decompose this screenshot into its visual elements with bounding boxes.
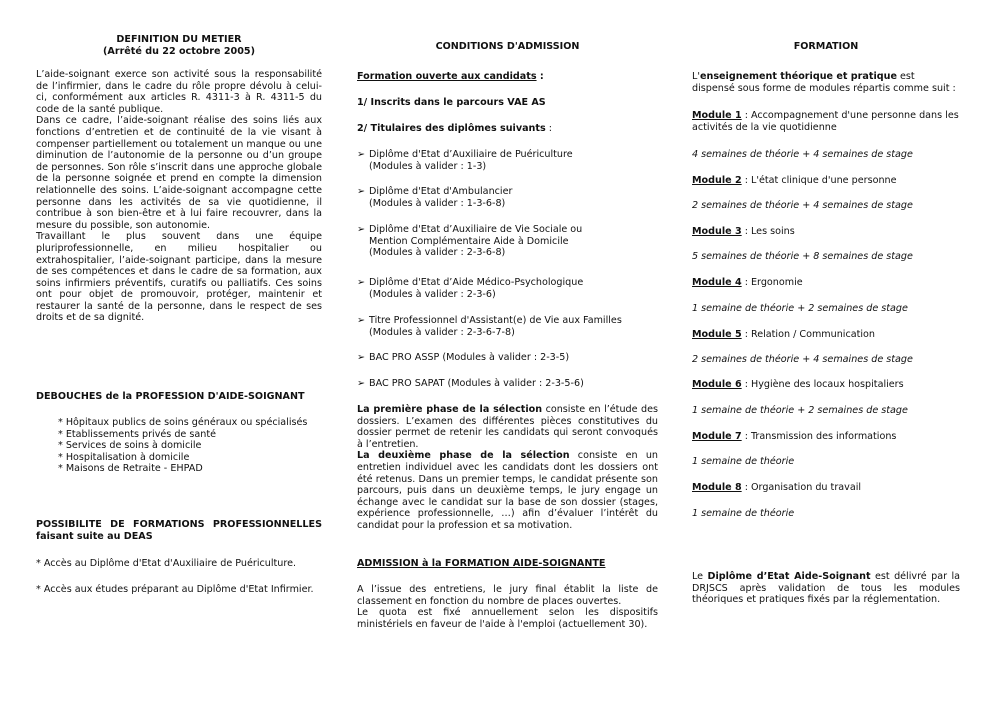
module-6-duration: 1 semaine de théorie + 2 semaines de stage [692,405,908,416]
module-label: Module 2 [692,175,742,186]
diplome-modules: (Modules à valider : 1-3-6-8) [369,197,506,209]
possibilites-heading: POSSIBILITE DE FORMATIONS PROFESSIONNELLES faisant suite au DEAS [36,519,322,542]
definition-text [36,69,322,324]
module-7-duration: 1 semaine de théorie [692,456,795,467]
formation-ouverte-colon: : [536,71,544,82]
list-item [357,149,658,172]
arrow-bullet-icon: ➢ [357,224,366,235]
module-1-duration: 4 semaines de théorie + 4 semaines de stage [692,149,913,160]
module-title: : Accompagnement d'une personne dans les activités de la vie quotidienne [692,110,959,133]
module-4 [692,277,960,289]
arrow-bullet-icon: ➢ [357,149,366,160]
final-prefix: Le [692,571,708,582]
phase-1-paragraph [357,404,658,450]
list-item: * Maisons de Retraite - EHPAD [58,463,203,475]
list-item [357,186,658,209]
definition-paragraph-1: L’aide-soignant exerce son activité sous la responsabilité de l’infirmier, dans le cadre du rôle propre dévolu à celui-ci, conformément aux articles R. 4311-3 à R. 4311-5 du code de la santé publique. [36,69,322,115]
list-item [357,277,658,300]
diplome-name: Diplôme d'Etat d’Auxiliaire de Puériculture [369,149,573,160]
formation-intro [692,71,960,94]
module-8 [692,482,960,494]
module-label: Module 6 [692,379,742,390]
module-title: : Organisation du travail [741,482,862,493]
module-title: : Hygiène des locaux hospitaliers [741,379,904,390]
possibilite-1: * Accès au Diplôme d'Etat d'Auxiliaire de Puériculture. [36,558,297,569]
condition-diplomes-label: 2/ Titulaires des diplômes suivants [357,123,546,134]
debouches-heading: DEBOUCHES de la PROFESSION D'AIDE-SOIGNANT [36,391,305,402]
definition-paragraph-3: Travaillant le plus souvent dans une équipe pluriprofessionnelle, en milieu hospitalier ou extrahospitalier, l’aide-soignant participe, dans la mesure de ses compétences et dans le cadre de sa formation, aux soins infirmiers préventifs, curatifs ou palliatifs. Ces soins ont pour objet de promouvoir, protéger, maintenir et restaurer la santé de la personne, dans le respect de ses droits et de sa dignité. [36,231,322,324]
module-label: Module 4 [692,277,742,288]
possibilite-2: * Accès aux études préparant au Diplôme d'Etat Infirmier. [36,584,314,595]
module-5-duration: 2 semaines de théorie + 4 semaines de stage [692,354,913,365]
list-item: * Services de soins à domicile [58,440,202,452]
module-3-duration: 5 semaines de théorie + 8 semaines de stage [692,251,913,262]
phase-2-text: consiste en un entretien individuel avec les candidats dont les dossiers ont été retenus. Dans un premier temps, le candidat présente son parcours, puis dans un deuxième temps, le jury engage un échange avec le candidat sur la base de son dossier (stages, expérience professionnelle, …) afin d’évaluer l’intérêt du candidat pour la profession et sa motivation. [357,450,659,531]
formation-ouverte-line [357,71,658,83]
module-label: Module 7 [692,431,742,442]
list-item [357,315,658,338]
phase-1-label: La première phase de la sélection [357,404,543,415]
module-label: Module 8 [692,482,742,493]
intro-bold: enseignement théorique et pratique [699,71,897,82]
condition-vae: 1/ Inscrits dans le parcours VAE AS [357,97,546,108]
module-label: Module 1 [692,110,742,121]
diplome-name: Titre Professionnel d'Assistant(e) de Vie aux Familles [369,315,622,326]
diplome-name: BAC PRO SAPAT (Modules à valider : 2-3-5-6) [369,378,584,389]
formation-heading: FORMATION [793,41,859,52]
arrow-bullet-icon: ➢ [357,186,366,197]
diplome-name: BAC PRO ASSP (Modules à valider : 2-3-5) [369,352,570,363]
module-title: : Transmission des informations [741,431,897,442]
module-5 [692,329,960,341]
diplome-name: Diplôme d'Etat d'Ambulancier [369,186,513,197]
phase-2-paragraph [357,450,658,531]
phase-1-text: consiste en l’étude des dossiers. L’examen des différentes pièces constitutives du dossier permet de retenir les candidats qui seront convoqués à l’entretien. [357,404,658,450]
phase-2-label: La deuxième phase de la sélection [357,450,570,462]
arrow-bullet-icon: ➢ [357,315,366,326]
diplome-modules: (Modules à valider : 2-3-6) [369,288,496,300]
list-item: * Hospitalisation à domicile [58,451,190,463]
list-item [357,224,658,259]
module-8-duration: 1 semaine de théorie [692,508,795,519]
admission-paragraph-2: Le quota est fixé annuellement selon les dispositifs ministériels en faveur de l'aide à l'emploi (actuellement 30). [357,607,658,630]
list-item: * Etablissements privés de santé [58,428,216,440]
condition-diplomes [357,123,658,135]
diplome-modules: (Modules à valider : 2-3-6-7-8) [369,326,515,338]
admission-formation-heading: ADMISSION à la FORMATION AIDE-SOIGNANTE [357,558,606,569]
final-bold: Diplôme d’Etat Aide-Soignant [707,571,871,582]
module-title: : Relation / Communication [741,329,875,340]
formation-ouverte-label: Formation ouverte aux candidats [357,71,537,82]
definition-heading [36,34,322,57]
definition-heading-line1: DEFINITION DU METIER [116,34,242,45]
intro-suffix: est dispensé sous forme de modules répartis comme suit : [692,71,956,94]
diplome-name-cont: Mention Complémentaire Aide à Domicile [369,235,569,247]
arrow-bullet-icon: ➢ [357,352,366,363]
module-title: : Les soins [741,226,795,237]
diplome-modules: (Modules à valider : 1-3) [369,160,487,172]
selection-phases [357,404,658,532]
admission-text [357,584,658,630]
arrow-bullet-icon: ➢ [357,378,366,389]
module-2 [692,175,960,187]
module-3 [692,226,960,238]
module-label: Module 3 [692,226,742,237]
list-item: * Hôpitaux publics de soins généraux ou spécialisés [58,417,308,428]
module-4-duration: 1 semaine de théorie + 2 semaines de stage [692,303,908,314]
module-title: : L'état clinique d'une personne [741,175,897,186]
admission-conditions-heading: CONDITIONS D'ADMISSION [435,41,580,52]
intro-prefix: L' [692,71,700,82]
module-2-duration: 2 semaines de théorie + 4 semaines de stage [692,200,913,211]
diplome-name: Diplôme d'Etat d’Auxiliaire de Vie Sociale ou [369,224,583,235]
condition-diplomes-colon: : [545,123,552,134]
module-6 [692,379,960,391]
diplome-name: Diplôme d'Etat d’Aide Médico-Psychologique [369,277,584,288]
final-suffix: est délivré par la DRJSCS après validation de tous les modules théoriques et pratiques fixés par la réglementation. [692,571,960,606]
list-item [357,378,658,390]
admission-paragraph-1: A l’issue des entretiens, le jury final établit la liste de classement en fonction du nombre de places ouvertes. [357,584,658,607]
debouches-list [36,417,322,475]
arrow-bullet-icon: ➢ [357,277,366,288]
module-label: Module 5 [692,329,742,340]
list-item [357,352,658,364]
module-1 [692,110,960,133]
module-7 [692,431,960,443]
module-title: : Ergonomie [741,277,803,288]
diplome-modules: (Modules à valider : 2-3-6-8) [369,247,506,259]
diplome-final-text [692,571,960,606]
definition-heading-line2: (Arrêté du 22 octobre 2005) [103,45,255,57]
definition-paragraph-2: Dans ce cadre, l’aide-soignant réalise des soins liés aux fonctions d’entretien et de continuité de la vie visant à compenser partiellement ou totalement un manque ou une diminution de l’autonomie de la personne ou d’un groupe de personnes. Son rôle s’inscrit dans une approche globale de la personne soignée et prend en compte la dimension relationnelle des soins. L’aide-soignant accompagne cette personne dans les activités de sa vie quotidienne, il contribue à son bien-être et à lui faire recouvrer, dans la mesure du possible, son autonomie. [36,115,322,231]
